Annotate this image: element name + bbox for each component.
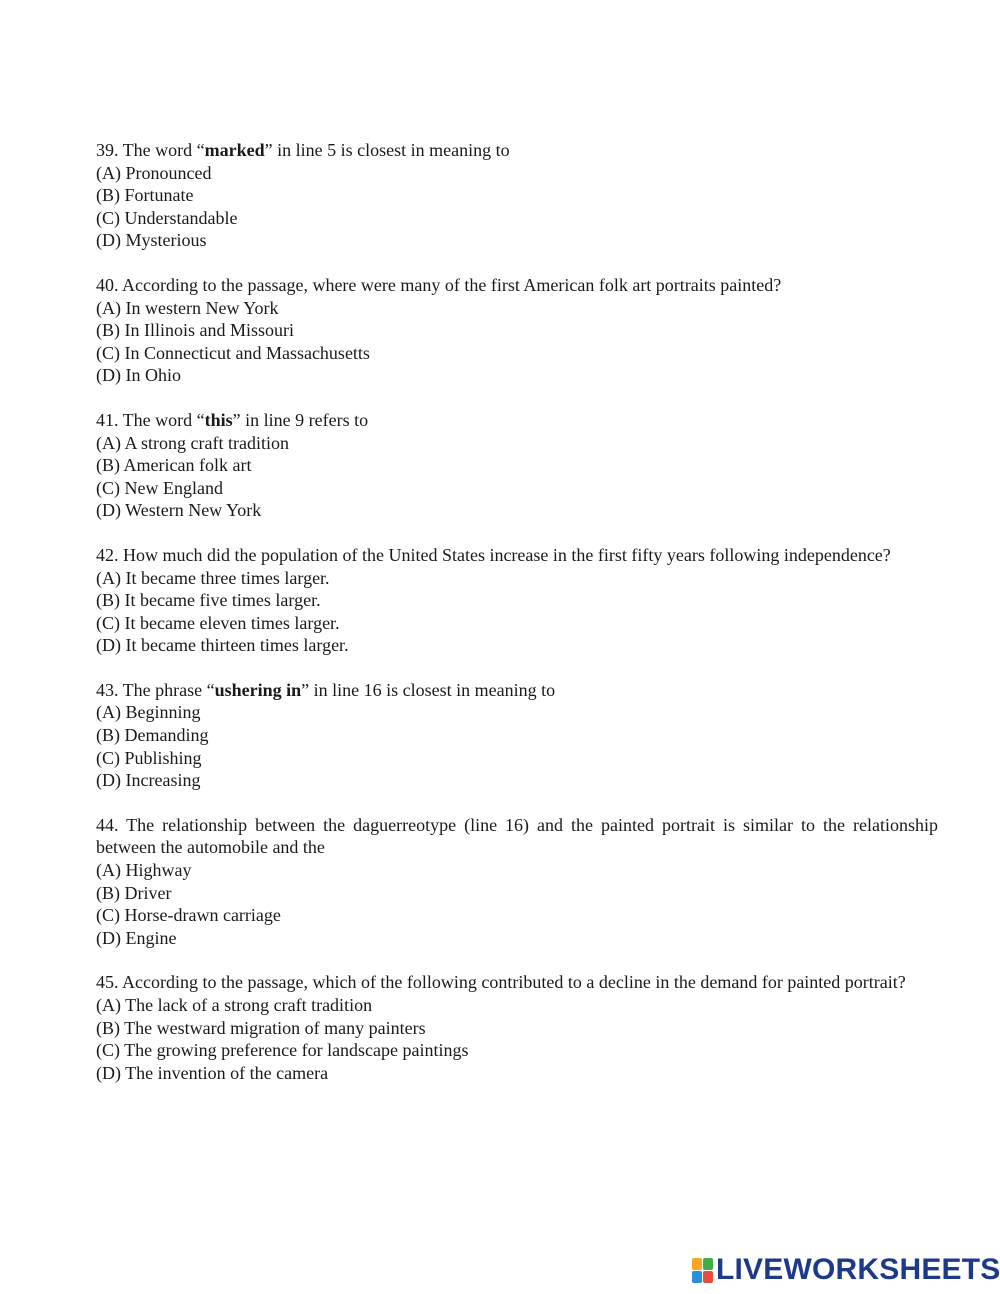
question-43	[96, 679, 938, 792]
answer-option: (A) Beginning	[96, 702, 201, 723]
question-stem: 39. The word “marked” in line 5 is closest in meaning to	[96, 140, 510, 160]
answer-option: (C) Horse-drawn carriage	[96, 905, 281, 926]
answer-option: (C) Understandable	[96, 207, 238, 228]
answer-option: (C) It became eleven times larger.	[96, 612, 340, 633]
question-40	[96, 274, 938, 387]
answer-option: (B) The westward migration of many painters	[96, 1017, 426, 1038]
answer-option: (D) Engine	[96, 927, 177, 948]
question-42	[96, 544, 938, 657]
logo-square	[703, 1258, 713, 1270]
logo-text: LIVEWORKSHEETS	[716, 1253, 1000, 1286]
keyword: ushering in	[214, 679, 302, 700]
question-stem: 43. The phrase “ushering in” in line 16 is closest in meaning to	[96, 679, 556, 700]
answer-option: (D) Increasing	[96, 770, 201, 791]
answer-option: (A) Pronounced	[96, 162, 212, 183]
answer-option: (B) It became five times larger.	[96, 590, 321, 611]
question-45	[96, 971, 938, 1084]
logo-square	[703, 1271, 713, 1283]
worksheet-content	[96, 139, 938, 1106]
question-41	[96, 409, 938, 522]
liveworksheets-logo-icon	[692, 1258, 712, 1282]
answer-option: (D) In Ohio	[96, 365, 181, 386]
answer-option: (D) Western New York	[96, 500, 262, 521]
answer-option: (B) Demanding	[96, 725, 209, 746]
question-39	[96, 139, 938, 252]
keyword: marked	[204, 140, 265, 160]
answer-option: (B) American folk art	[96, 455, 252, 476]
answer-option: (A) Highway	[96, 860, 192, 881]
answer-option: (A) A strong craft tradition	[96, 432, 289, 453]
question-stem: 44. The relationship between the daguerreotype (line 16) and the painted portrait is similar to the relationship between the automobile and the	[96, 814, 938, 858]
answer-option: (A) The lack of a strong craft tradition	[96, 995, 373, 1015]
answer-option: (D) Mysterious	[96, 230, 207, 251]
answer-option: (C) New England	[96, 477, 223, 498]
answer-option: (A) In western New York	[96, 297, 279, 318]
answer-option: (B) In Illinois and Missouri	[96, 320, 294, 341]
question-stem: 41. The word “this” in line 9 refers to	[96, 409, 369, 430]
question-stem: 45. According to the passage, which of the following contributed to a decline in the demand for painted portrait?	[96, 972, 906, 993]
answer-option: (B) Driver	[96, 882, 172, 903]
answer-option: (C) The growing preference for landscape paintings	[96, 1040, 469, 1061]
keyword: this	[204, 409, 233, 430]
answer-option: (D) It became thirteen times larger.	[96, 635, 349, 656]
answer-option: (B) Fortunate	[96, 185, 194, 206]
answer-option: (D) The invention of the camera	[96, 1062, 329, 1083]
answer-option: (C) In Connecticut and Massachusetts	[96, 342, 370, 363]
answer-option: (C) Publishing	[96, 747, 202, 768]
logo-square	[692, 1258, 702, 1270]
question-44	[96, 814, 938, 950]
question-stem: 42. How much did the population of the United States increase in the first fifty years following independence?	[96, 544, 891, 565]
liveworksheets-logo[interactable]	[692, 1255, 1000, 1285]
logo-square	[692, 1271, 702, 1283]
question-stem: 40. According to the passage, where were many of the first American folk art portraits painted?	[96, 274, 782, 295]
answer-option: (A) It became three times larger.	[96, 567, 330, 588]
